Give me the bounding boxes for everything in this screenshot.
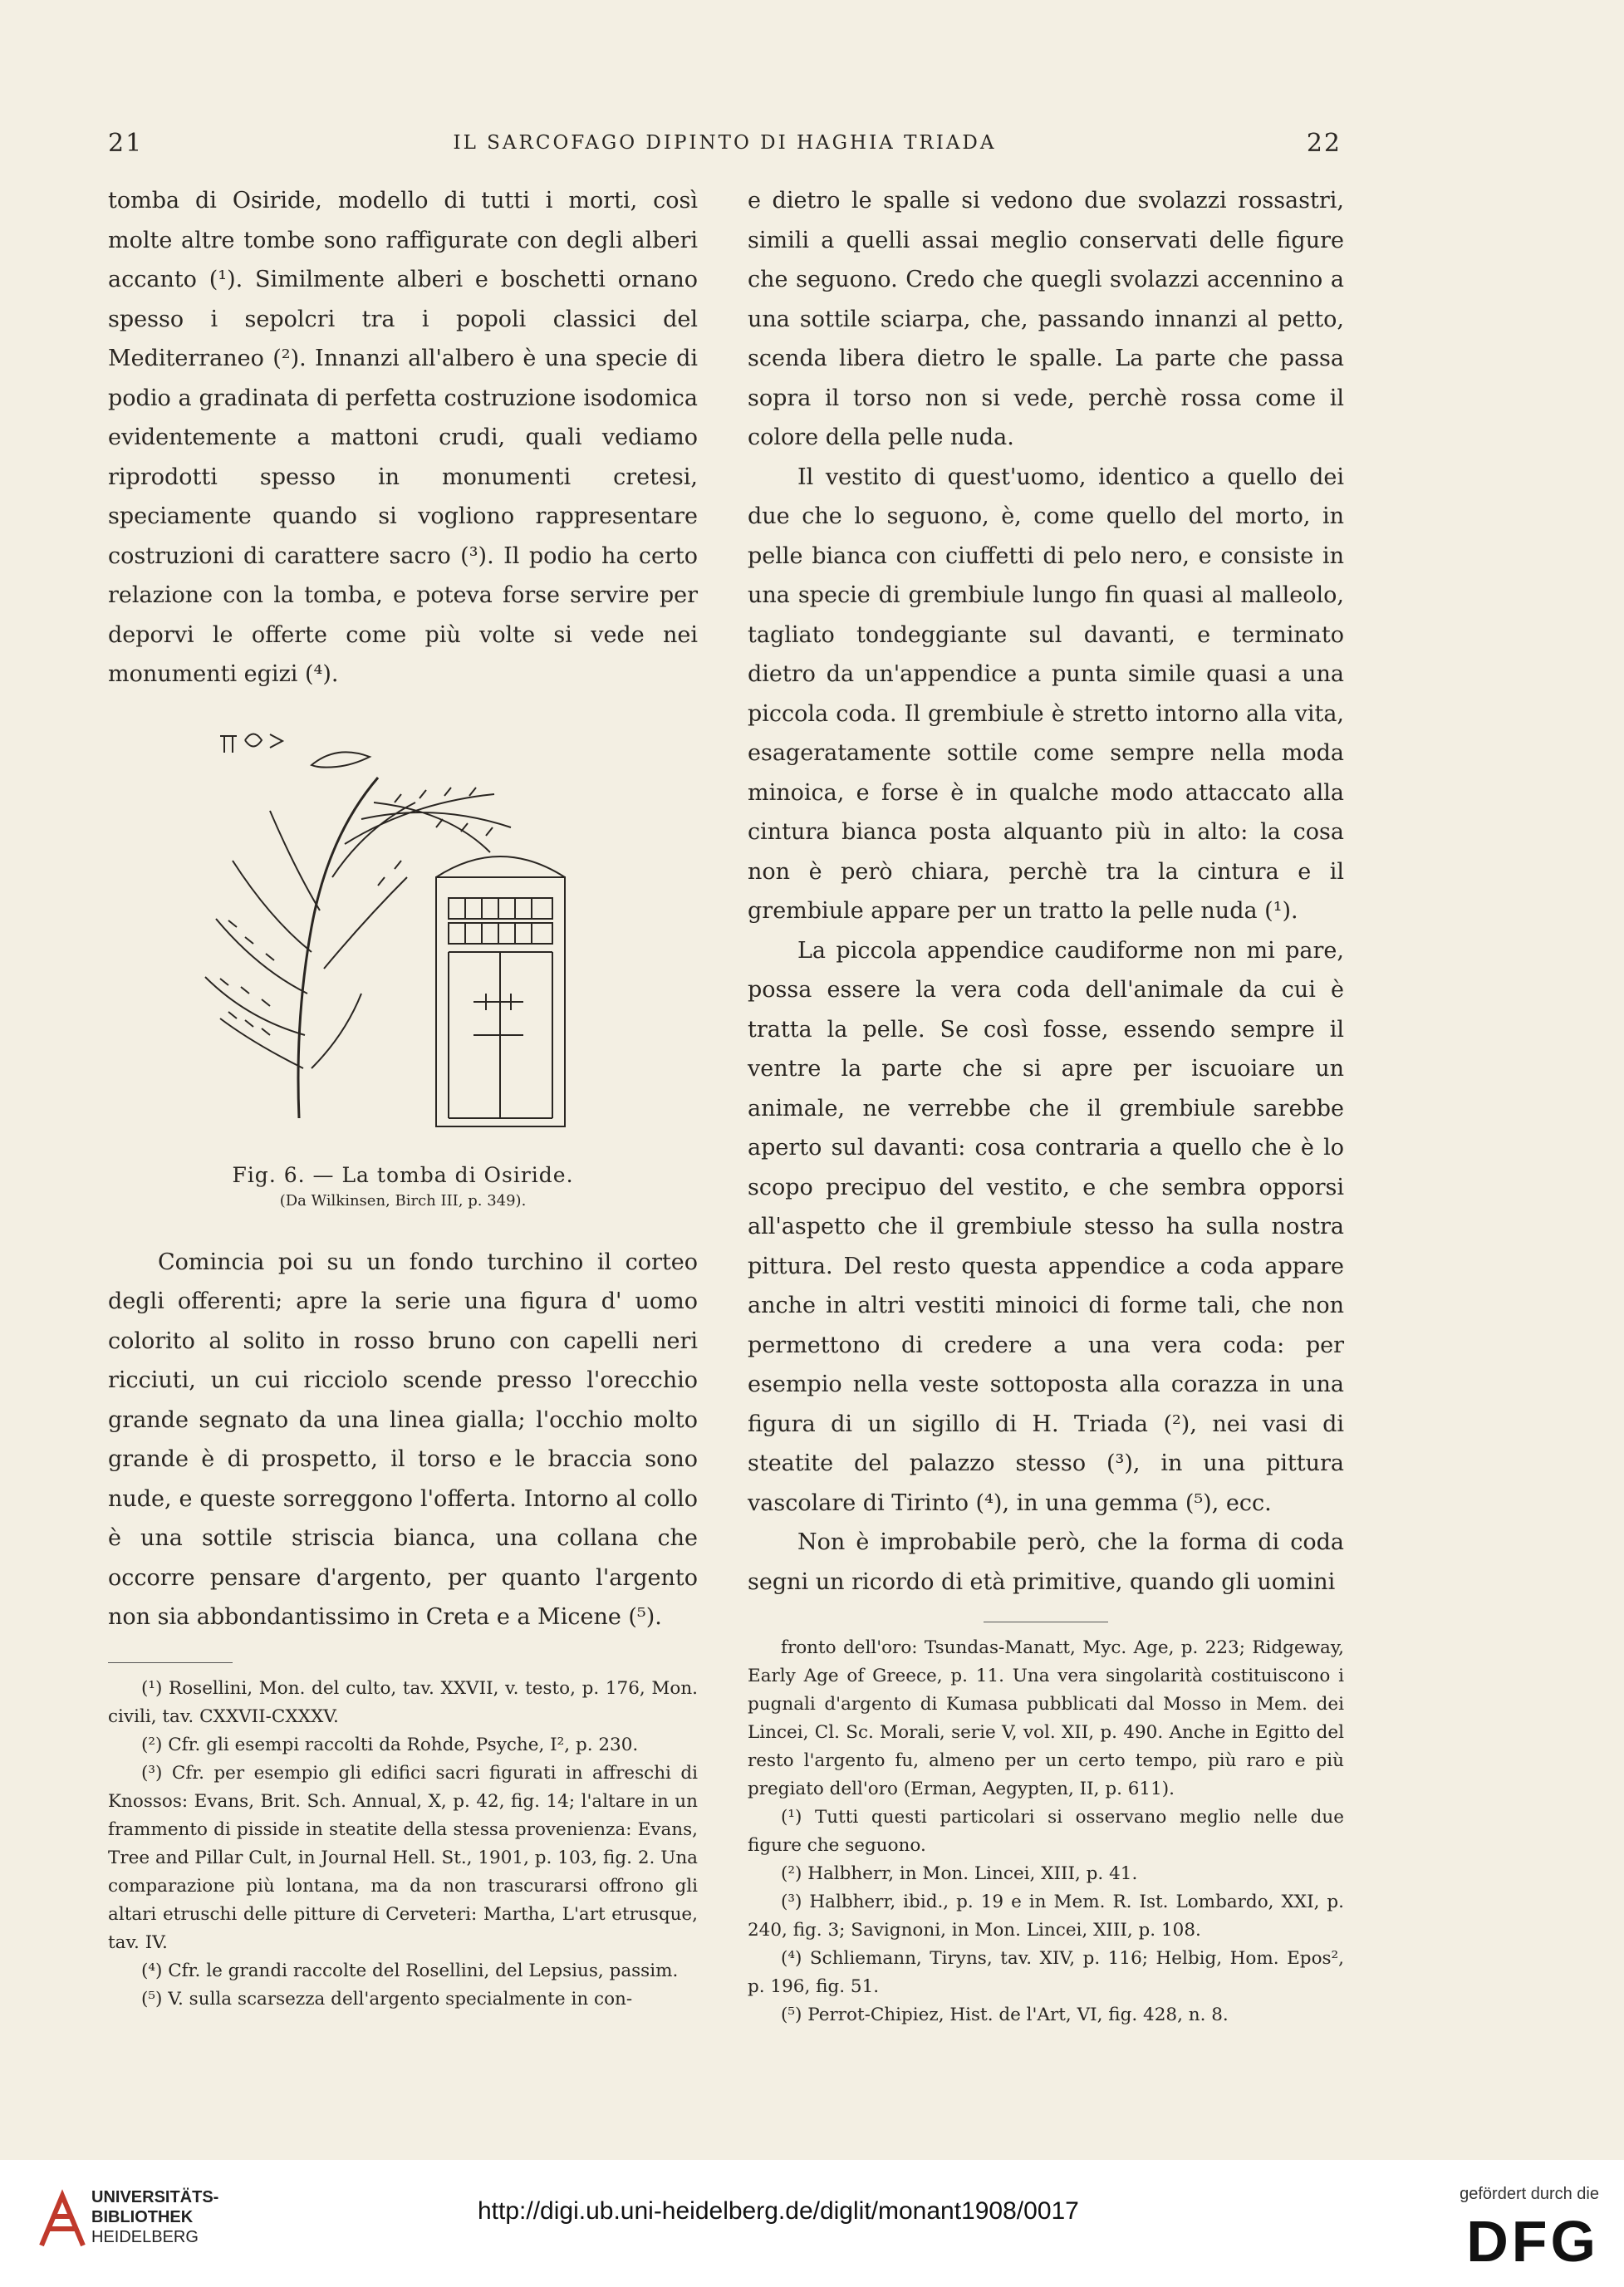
right-paragraph-4: Non è improbabile però, che la forma di coda segni un ricordo di età primitive, quando gli uomini [748, 1529, 1344, 1595]
footnote-3: (³) Cfr. per esempio gli edifici sacri figurati in affreschi di Knossos: Evans, Brit. Sch. Annual, X, p. 42, fig. 14; l'altare in un frammento di pisside in steatite della stessa provenienza: Evans, Tree and Pillar Cult, in Journal Hell. St., 1901, p. 103, fig. 2. Una comparazione più lontana, ma da non trascurarsi offrono gli altari etruschi delle pitture di Cerveteri: Martha, L'art etrusque, tav. IV. [108, 1762, 698, 1953]
footnote-4: (⁴) Cfr. le grandi raccolte del Rosellini, del Lepsius, passim. [141, 1960, 679, 1981]
figure-source: (Da Wilkinsen, Birch III, p. 349). [279, 1191, 527, 1210]
footnote-separator [108, 1662, 233, 1663]
footnote-1: (¹) Rosellini, Mon. del culto, tav. XXVII, v. testo, p. 176, Mon. civili, tav. CXXVII-CXXXV. [108, 1677, 698, 1727]
footnote-5: (⁵) V. sulla scarsezza dell'argento specialmente in con- [141, 1988, 633, 2010]
page-header [108, 129, 1342, 162]
library-name: UNIVERSITÄTS- BIBLIOTHEK HEIDELBERG [91, 2188, 219, 2246]
university-library-logo-icon [37, 2187, 87, 2254]
footnote-4: (⁴) Schliemann, Tiryns, tav. XIV, p. 116; Helbig, Hom. Epos², p. 196, fig. 51. [748, 1948, 1344, 1997]
page-number-left: 21 [108, 129, 144, 158]
digitization-footer [0, 2160, 1624, 2287]
right-column [748, 181, 1344, 2029]
source-url-link[interactable]: http://digi.ub.uni-heidelberg.de/diglit/monant1908/0017 [478, 2197, 1079, 2225]
footnote-2: (²) Halbherr, in Mon. Lincei, XIII, p. 41. [781, 1863, 1138, 1884]
running-title: IL SARCOFAGO DIPINTO DI HAGHIA TRIADA [453, 132, 997, 154]
left-paragraph-1: tomba di Osiride, modello di tutti i morti, così molte altre tombe sono raffigurate con degli alberi accanto (¹). Similmente alberi e boschetti ornano spesso i sepolcri tra i popoli classici del Mediterraneo (²). Innanzi all'albero è una specie di podio a gradinata di perfetta costruzione isodomica evidentemente a mattoni crudi, quali vediamo riprodotti spesso in monumenti cretesi, speciamente quando si vogliono rappresentare costruzioni di carattere sacro (³). Il podio ha certo relazione con la tomba, e poteva forse servire per deporvi le offerte come più volte si vede nei monumenti egizi (⁴). [108, 188, 698, 687]
left-column [108, 181, 698, 2014]
figure-6 [108, 719, 698, 1210]
right-paragraph-1: e dietro le spalle si vedono due svolazzi rossastri, simili a quelli assai meglio conservati delle figure che seguono. Credo che quegli svolazzi accennino a una sottile sciarpa, che, passando innanzi al petto, scenda libera dietro le spalle. La parte che passa sopra il torso non si vede, perchè rossa come il colore della pelle nuda. [748, 188, 1344, 450]
funding-note: gefördert durch die [1460, 2185, 1599, 2203]
left-paragraph-2: Comincia poi su un fondo turchino il corteo degli offerenti; apre la serie una figura d' uomo colorito al solito in rosso bruno con capelli neri ricciuti, un cui ricciolo scende presso l'orecchio grande segnato da una linea gialla; l'occhio molto grande è di prospetto, il torso e le braccia sono nude, e queste sorreggono l'offerta. Intorno al collo è una sottile striscia bianca, una collana che occorre pensare d'argento, per quanto l'argento non sia abbondantissimo in Creta e a Micene (⁵). [108, 1249, 698, 1630]
dfg-logo: DFG [1466, 2209, 1599, 2274]
footnote-continuation: fronto dell'oro: Tsundas-Manatt, Myc. Age, p. 223; Ridgeway, Early Age of Greece, p. 11. Una vera singolarità costituiscono i pugnali d'argento di Kumasa pubblicati dal Mosso in Mem. dei Lincei, Cl. Sc. Morali, serie V, vol. XII, p. 490. Anche in Egitto del resto l'argento fu, almeno per un certo tempo, più raro e più pregiato dell'oro (Erman, Aegypten, II, p. 611). [748, 1637, 1344, 1799]
right-paragraph-2: Il vestito di quest'uomo, identico a quello dei due che lo seguono, è, come quello del morto, in pelle bianca con ciuffetti di pelo nero, e consiste in una specie di grembiule lungo fin quasi al malleolo, tagliato tondeggiante sul davanti, e terminato dietro da un'appendice a punta simile quasi a una piccola coda. Il grembiule è stretto intorno alla vita, esageratamente sottile come sempre nella moda minoica, e forse è in qualche modo attaccato alla cintura bianca posta alquanto più in alto: la cosa non è però chiara, perchè tra la cintura e il grembiule appare per un tratto la pelle nuda (¹). [748, 464, 1344, 924]
footnote-3: (³) Halbherr, ibid., p. 19 e in Mem. R. Ist. Lombardo, XXI, p. 240, fig. 3; Savignoni, in Mon. Lincei, XIII, p. 108. [748, 1892, 1344, 1941]
right-paragraph-3: La piccola appendice caudiforme non mi pare, possa essere la vera coda dell'animale da cui è tratta la pelle. Se così fosse, essendo sempre il ventre la parte che si apre per iscuoiare un animale, ne verrebbe che il grembiule sarebbe aperto sul davanti: cosa contraria a quello che è lo scopo precipuo del vestito, e che sembra opporsi all'aspetto che il grembiule stesso ha sulla nostra pittura. Del resto questa appendice a coda appare anche in altri vestiti minoici di forme tali, che non permettono di credere a una vera coda: per esempio nella veste sottoposta alla corazza in una figura di un sigillo di H. Triada (²), nei vasi di steatite del palazzo stesso (³), in una pittura vascolare di Tirinto (⁴), in una gemma (⁵), ecc. [748, 937, 1344, 1516]
footnote-1: (¹) Tutti questi particolari si osservano meglio nelle due figure che seguono. [748, 1807, 1344, 1856]
footnote-2: (²) Cfr. gli esempi raccolti da Rohde, Psyche, I², p. 230. [141, 1734, 639, 1755]
figure-caption: Fig. 6. — La tomba di Osiride. [232, 1162, 574, 1187]
osiris-tomb-illustration [187, 719, 619, 1151]
footnote-5: (⁵) Perrot-Chipiez, Hist. de l'Art, VI, fig. 428, n. 8. [781, 2005, 1229, 2025]
page-number-right: 22 [1306, 129, 1342, 158]
